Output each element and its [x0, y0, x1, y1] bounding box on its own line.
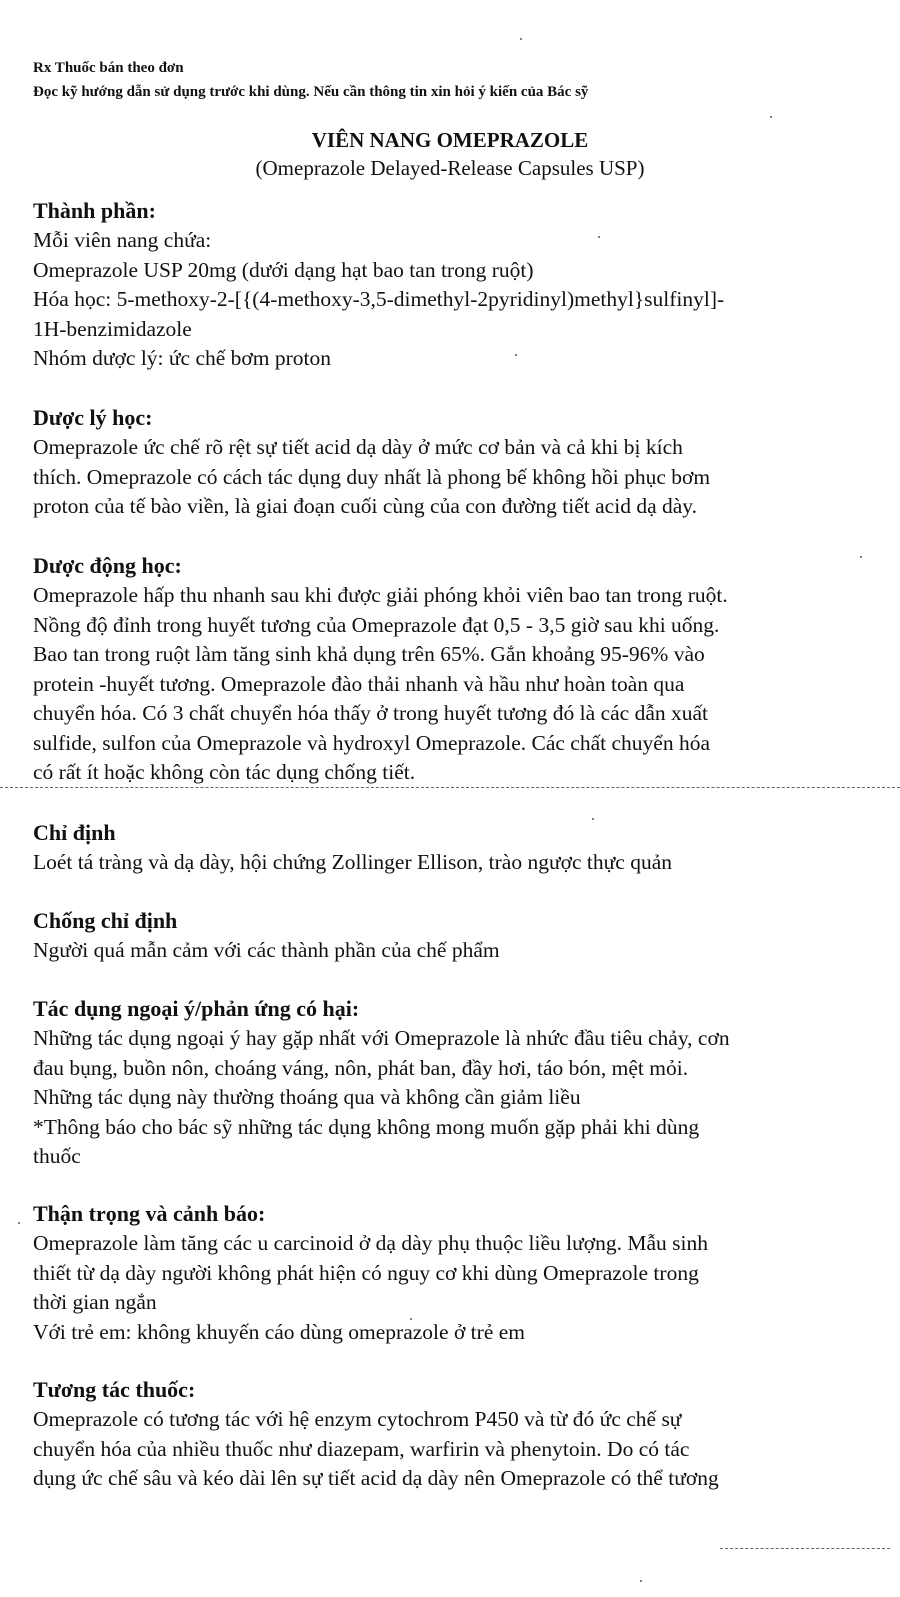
text-line: chuyển hóa của nhiều thuốc như diazepam, warfirin và phenytoin. Do có tác	[33, 1436, 690, 1461]
section-contraindications	[33, 906, 883, 966]
section-precautions	[33, 1199, 883, 1347]
scan-speck	[860, 556, 862, 558]
text-line: Omeprazole làm tăng các u carcinoid ở dạ dày phụ thuộc liều lượng. Mẫu sinh	[33, 1231, 709, 1255]
text-line: Loét tá tràng và dạ dày, hội chứng Zollinger Ellison, trào ngược thực quản	[33, 850, 672, 874]
text-line: *Thông báo cho bác sỹ những tác dụng không mong muốn gặp phải khi dùng	[33, 1114, 700, 1139]
document-title: VIÊN NANG OMEPRAZOLE	[311, 128, 589, 152]
section-heading: Thận trọng và cảnh báo:	[33, 1201, 266, 1226]
section-heading: Tác dụng ngoại ý/phản ứng có hại:	[33, 996, 360, 1021]
text-line: protein -huyết tương. Omeprazole đào thải nhanh và hầu như hoàn toàn qua	[33, 671, 685, 696]
scan-speck	[592, 818, 594, 820]
scan-speck	[598, 236, 600, 238]
section-heading: Thành phần:	[33, 198, 156, 223]
section-interactions	[33, 1375, 883, 1494]
text-line: Omeprazole hấp thu nhanh sau khi được giải phóng khỏi viên bao tan trong ruột.	[33, 583, 728, 607]
text-line: Nồng độ đỉnh trong huyết tương của Omeprazole đạt 0,5 - 3,5 giờ sau khi uống.	[33, 612, 720, 637]
text-line: Omeprazole ức chế rõ rệt sự tiết acid dạ dày ở mức cơ bản và cả khi bị kích	[33, 435, 683, 459]
fold-line	[0, 787, 900, 788]
text-line: thích. Omeprazole có cách tác dụng duy nhất là phong bế không hồi phục bơm	[33, 464, 711, 489]
text-line: Bao tan trong ruột làm tăng sinh khả dụng trên 65%. Gắn khoảng 95-96% vào	[33, 642, 705, 666]
scan-speck	[410, 1318, 412, 1320]
scan-speck	[520, 38, 522, 40]
rx-label: Rx Thuốc bán theo đơn	[33, 60, 184, 76]
scan-speck	[640, 1580, 642, 1582]
text-line: Hóa học: 5-methoxy-2-[{(4-methoxy-3,5-dimethyl-2pyridinyl)methyl}sulfinyl]-	[33, 287, 725, 311]
text-line: có rất ít hoặc không còn tác dụng chống tiết.	[33, 760, 416, 784]
section-pharmacodynamics	[33, 403, 883, 522]
text-line: dụng ức chế sâu và kéo dài lên sự tiết acid dạ dày nên Omeprazole có thể tương	[33, 1466, 719, 1490]
scan-speck	[18, 1222, 20, 1224]
section-heading: Dược lý học:	[33, 405, 153, 430]
text-line: Những tác dụng ngoại ý hay gặp nhất với Omeprazole là nhức đầu tiêu chảy, cơn	[33, 1026, 730, 1050]
section-indications	[33, 818, 883, 878]
text-line: chuyển hóa. Có 3 chất chuyển hóa thấy ở trong huyết tương đó là các dẫn xuất	[33, 701, 709, 725]
usage-notice: Đọc kỹ hướng dẫn sử dụng trước khi dùng. Nếu cần thông tin xin hỏi ý kiến của Bác sỹ	[33, 84, 589, 100]
section-heading: Tương tác thuốc:	[33, 1377, 196, 1402]
text-line: thuốc	[33, 1144, 81, 1168]
section-composition	[33, 196, 883, 374]
section-heading: Chống chỉ định	[33, 908, 178, 933]
text-line: Với trẻ em: không khuyến cáo dùng omeprazole ở trẻ em	[33, 1319, 526, 1344]
text-line: thiết từ dạ dày người không phát hiện có nguy cơ khi dùng Omeprazole trong	[33, 1260, 699, 1285]
document-subtitle: (Omeprazole Delayed-Release Capsules USP)	[255, 156, 645, 180]
scan-speck	[515, 354, 517, 356]
text-line: 1H-benzimidazole	[33, 316, 192, 341]
text-line: thời gian ngắn	[33, 1290, 157, 1314]
text-line: Mỗi viên nang chứa:	[33, 228, 212, 252]
text-line: Omeprazole USP 20mg (dưới dạng hạt bao tan trong ruột)	[33, 257, 534, 282]
text-line: đau bụng, buồn nôn, choáng váng, nôn, phát ban, đầy hơi, táo bón, mệt mỏi.	[33, 1055, 689, 1080]
bottom-fold-line	[720, 1548, 890, 1549]
text-line: Nhóm dược lý: ức chế bơm proton	[33, 346, 332, 370]
text-line: proton của tế bào viền, là giai đoạn cuối cùng của con đường tiết acid dạ dày.	[33, 494, 698, 518]
text-line: sulfide, sulfon của Omeprazole và hydroxyl Omeprazole. Các chất chuyển hóa	[33, 730, 710, 755]
section-heading: Dược động học:	[33, 553, 182, 578]
section-adverse-effects	[33, 994, 883, 1172]
text-line: Người quá mẫn cảm với các thành phần của chế phẩm	[33, 938, 500, 962]
section-heading: Chỉ định	[33, 820, 116, 845]
section-pharmacokinetics	[33, 551, 883, 788]
text-line: Omeprazole có tương tác với hệ enzym cytochrom P450 và từ đó ức chế sự	[33, 1407, 682, 1431]
scan-speck	[770, 116, 772, 118]
text-line: Những tác dụng này thường thoáng qua và không cần giảm liều	[33, 1085, 581, 1109]
